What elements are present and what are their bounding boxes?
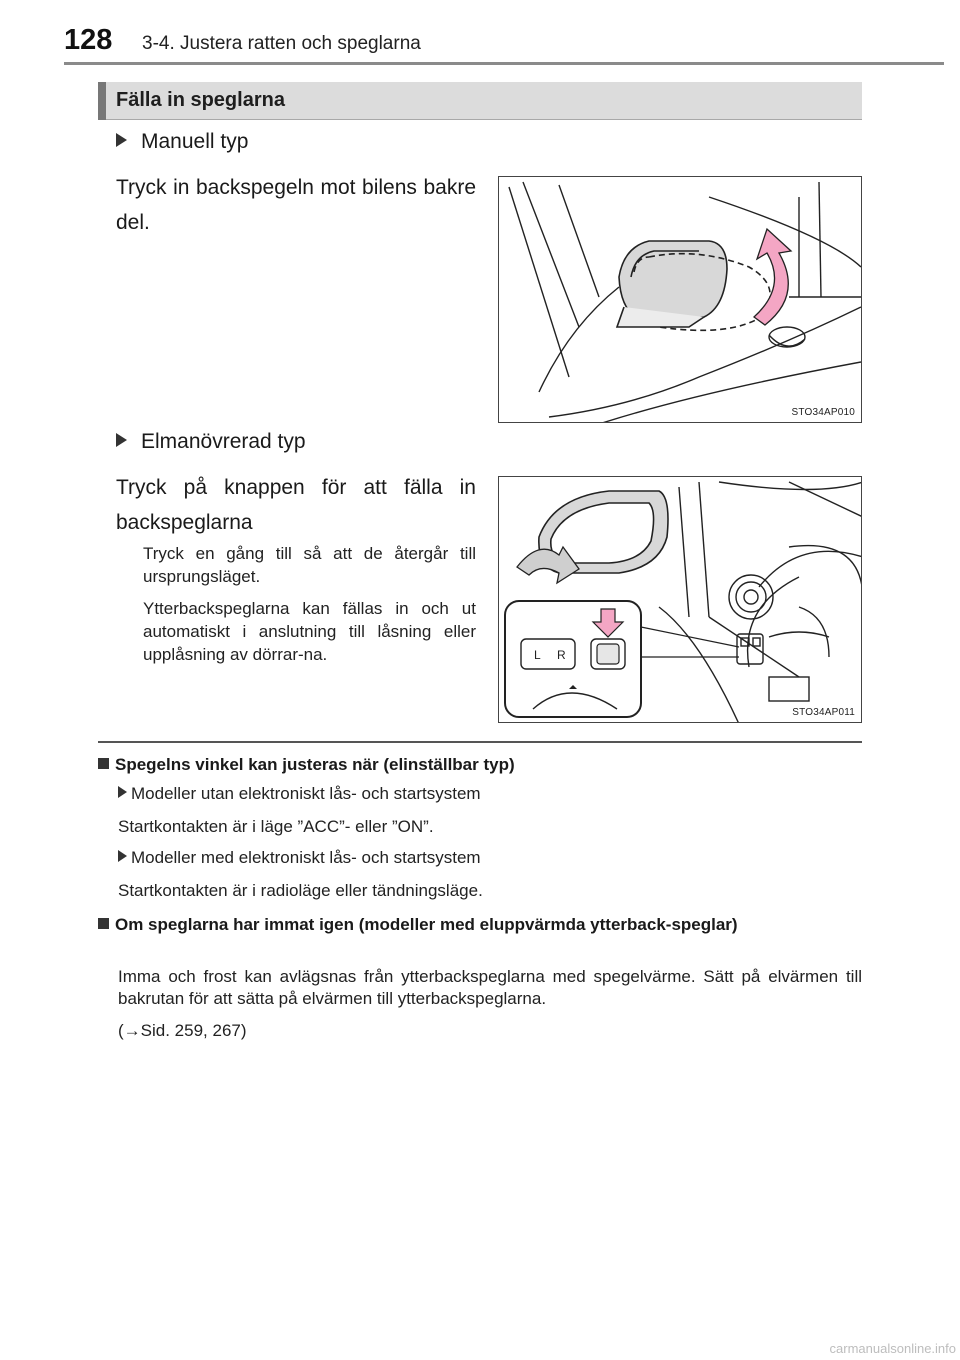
section-divider: [98, 741, 862, 743]
electric-type-heading: [116, 430, 306, 454]
figure-code: STO34AP011: [792, 707, 855, 718]
fold-direction-arrow: [754, 229, 791, 325]
body-text-radio: Startkontakten är i radioläge eller tändningsläge.: [118, 881, 483, 900]
model-without-text: Modeller utan elektroniskt lås- och startsystem: [131, 784, 481, 803]
watermark: carmanualsonline.info: [829, 1341, 956, 1356]
electric-mirror-illustration: [499, 477, 862, 723]
model-with-text: Modeller med elektroniskt lås- och startsystem: [131, 848, 481, 867]
info-heading-angle-text: Spegelns vinkel kan justeras när (elinställbar typ): [115, 755, 515, 774]
switch-label-left: L: [534, 648, 541, 662]
bullet-triangle-icon: [118, 786, 127, 798]
section-title-bar: [98, 82, 862, 120]
section-title: Fälla in speglarna: [116, 89, 285, 111]
manual-type-label: Manuell typ: [141, 130, 249, 153]
manual-type-heading: [116, 130, 248, 154]
figure-code: STO34AP010: [791, 407, 855, 418]
manual-instruction: Tryck in backspegeln mot bilens bakre del.: [116, 176, 476, 234]
electric-note-return: Tryck en gång till så att de återgår till ursprungsläget.: [143, 544, 476, 586]
electric-type-label: Elmanövrerad typ: [141, 430, 306, 453]
square-bullet-icon: [98, 918, 109, 929]
body-text-defog: Imma och frost kan avlägsnas från ytterbackspeglarna med spegelvärme. Sätt på elvärmen till bakrutan för att sätta på elvärmen till ytterbackspeglarna.: [118, 967, 862, 1008]
electric-note-auto: Ytterbackspeglarna kan fällas in och ut automatiskt i anslutning till låsning eller upplåsning av dörrar-na.: [143, 599, 476, 664]
electric-instruction: Tryck på knappen för att fälla in backspeglarna: [116, 476, 476, 534]
bullet-triangle-icon: [116, 433, 127, 447]
bullet-triangle-icon: [118, 850, 127, 862]
section-accent: [98, 82, 106, 120]
chapter-title: 3-4. Justera ratten och speglarna: [142, 33, 421, 54]
manual-mirror-figure: [498, 176, 862, 423]
info-heading-angle: [98, 754, 862, 776]
page-number: 128: [64, 24, 113, 56]
body-text-acc: Startkontakten är i läge ”ACC”- eller ”ON”.: [118, 817, 434, 836]
page-header: [64, 22, 864, 62]
switch-label-right: R: [557, 648, 566, 662]
electric-mirror-figure: [498, 476, 862, 723]
bullet-triangle-icon: [116, 133, 127, 147]
info-heading-mist: [98, 914, 862, 936]
info-heading-mist-text: Om speglarna har immat igen (modeller med eluppvärmda ytterback-speglar): [115, 915, 738, 934]
model-line-without: [118, 784, 481, 804]
header-rule: [64, 62, 944, 65]
manual-mirror-illustration: [499, 177, 862, 423]
page-reference: (→Sid. 259, 267): [118, 1021, 247, 1040]
square-bullet-icon: [98, 758, 109, 769]
model-line-with: [118, 848, 481, 868]
